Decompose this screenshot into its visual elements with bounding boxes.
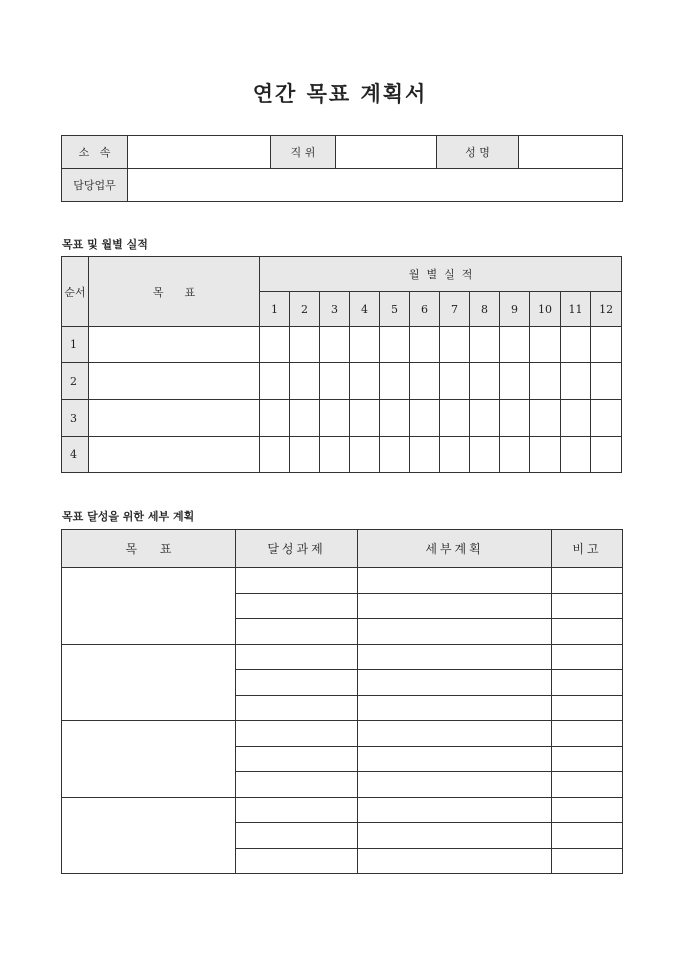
month-cell[interactable] <box>500 400 530 437</box>
month-cell[interactable] <box>410 437 440 473</box>
note-cell[interactable] <box>552 695 623 721</box>
plan-cell[interactable] <box>358 772 552 798</box>
goal-cell[interactable] <box>89 327 260 363</box>
task-cell[interactable] <box>236 823 358 849</box>
note-cell[interactable] <box>552 797 623 823</box>
position-label: 직 위 <box>271 136 336 169</box>
month-cell[interactable] <box>320 363 350 400</box>
month-header: 6 <box>410 292 440 327</box>
plan-cell[interactable] <box>358 848 552 874</box>
month-cell[interactable] <box>260 363 290 400</box>
affiliation-label: 소 속 <box>62 136 128 169</box>
row-number: 3 <box>62 400 89 437</box>
table-row <box>62 644 623 670</box>
goal-cell[interactable] <box>89 363 260 400</box>
plan-cell[interactable] <box>358 619 552 645</box>
month-cell[interactable] <box>290 400 320 437</box>
month-cell[interactable] <box>350 400 380 437</box>
note-cell[interactable] <box>552 772 623 798</box>
month-cell[interactable] <box>561 400 591 437</box>
plan-cell[interactable] <box>358 797 552 823</box>
section2-heading: 목표 달성을 위한 세부 계획 <box>62 510 195 523</box>
month-cell[interactable] <box>591 400 622 437</box>
month-header: 8 <box>470 292 500 327</box>
month-cell[interactable] <box>260 437 290 473</box>
note-cell[interactable] <box>552 721 623 747</box>
task-cell[interactable] <box>236 593 358 619</box>
task-header: 달성과제 <box>236 530 358 568</box>
plan-cell[interactable] <box>358 670 552 696</box>
month-cell[interactable] <box>470 400 500 437</box>
month-cell[interactable] <box>440 363 470 400</box>
month-cell[interactable] <box>410 327 440 363</box>
month-cell[interactable] <box>290 363 320 400</box>
note-cell[interactable] <box>552 619 623 645</box>
month-cell[interactable] <box>561 437 591 473</box>
table-row <box>62 568 623 594</box>
month-header: 1 <box>260 292 290 327</box>
row-number: 2 <box>62 363 89 400</box>
month-cell[interactable] <box>470 437 500 473</box>
plan-cell[interactable] <box>358 746 552 772</box>
month-cell[interactable] <box>350 327 380 363</box>
note-cell[interactable] <box>552 568 623 594</box>
month-cell[interactable] <box>260 400 290 437</box>
plan-cell[interactable] <box>358 568 552 594</box>
name-field[interactable] <box>519 136 623 169</box>
goal-cell[interactable] <box>89 400 260 437</box>
note-header: 비고 <box>552 530 623 568</box>
month-cell[interactable] <box>380 437 410 473</box>
row-number: 4 <box>62 437 89 473</box>
monthly-header: 월 별 실 적 <box>260 257 622 292</box>
section1-heading: 목표 및 월별 실적 <box>62 238 148 251</box>
plan-header: 세부계획 <box>358 530 552 568</box>
month-cell[interactable] <box>320 400 350 437</box>
note-cell[interactable] <box>552 746 623 772</box>
plan-cell[interactable] <box>358 695 552 721</box>
position-field[interactable] <box>336 136 437 169</box>
month-cell[interactable] <box>470 327 500 363</box>
month-header: 2 <box>290 292 320 327</box>
table-row <box>62 437 622 473</box>
table-row <box>62 400 622 437</box>
month-cell[interactable] <box>500 363 530 400</box>
task-cell[interactable] <box>236 772 358 798</box>
month-cell[interactable] <box>320 327 350 363</box>
month-header: 10 <box>530 292 561 327</box>
table-row <box>62 363 622 400</box>
month-header: 3 <box>320 292 350 327</box>
task-cell[interactable] <box>236 721 358 747</box>
table-row <box>62 721 623 747</box>
month-cell[interactable] <box>440 437 470 473</box>
month-cell[interactable] <box>290 327 320 363</box>
affiliation-field[interactable] <box>128 136 271 169</box>
month-cell[interactable] <box>380 327 410 363</box>
plan-cell[interactable] <box>358 823 552 849</box>
month-cell[interactable] <box>591 437 622 473</box>
month-header: 12 <box>591 292 622 327</box>
monthly-results-table <box>61 256 622 473</box>
goal-cell[interactable] <box>89 437 260 473</box>
duty-field[interactable] <box>128 169 623 202</box>
month-header: 11 <box>561 292 591 327</box>
note-cell[interactable] <box>552 670 623 696</box>
month-cell[interactable] <box>530 327 561 363</box>
note-cell[interactable] <box>552 593 623 619</box>
task-cell[interactable] <box>236 670 358 696</box>
table-row <box>62 327 622 363</box>
month-cell[interactable] <box>591 327 622 363</box>
month-cell[interactable] <box>530 400 561 437</box>
month-header: 9 <box>500 292 530 327</box>
month-cell[interactable] <box>260 327 290 363</box>
month-cell[interactable] <box>350 363 380 400</box>
note-cell[interactable] <box>552 848 623 874</box>
task-cell[interactable] <box>236 644 358 670</box>
row-number: 1 <box>62 327 89 363</box>
goal-header: 목 표 <box>62 530 236 568</box>
plan-cell[interactable] <box>358 593 552 619</box>
info-table <box>61 135 623 202</box>
month-cell[interactable] <box>380 363 410 400</box>
goal-cell[interactable] <box>62 568 236 645</box>
month-cell[interactable] <box>591 363 622 400</box>
task-cell[interactable] <box>236 848 358 874</box>
month-cell[interactable] <box>380 400 410 437</box>
month-cell[interactable] <box>350 437 380 473</box>
task-cell[interactable] <box>236 695 358 721</box>
month-header: 4 <box>350 292 380 327</box>
task-cell[interactable] <box>236 746 358 772</box>
month-cell[interactable] <box>440 400 470 437</box>
month-cell[interactable] <box>320 437 350 473</box>
month-cell[interactable] <box>561 327 591 363</box>
goal-header: 목 표 <box>89 257 260 327</box>
task-cell[interactable] <box>236 619 358 645</box>
goal-cell[interactable] <box>62 644 236 721</box>
order-header: 순서 <box>62 257 89 327</box>
month-cell[interactable] <box>500 437 530 473</box>
month-cell[interactable] <box>530 437 561 473</box>
month-cell[interactable] <box>530 363 561 400</box>
note-cell[interactable] <box>552 644 623 670</box>
month-cell[interactable] <box>440 327 470 363</box>
duty-label: 담당업무 <box>62 169 128 202</box>
month-cell[interactable] <box>410 363 440 400</box>
month-cell[interactable] <box>410 400 440 437</box>
month-header: 7 <box>440 292 470 327</box>
month-cell[interactable] <box>290 437 320 473</box>
month-cell[interactable] <box>470 363 500 400</box>
page-title: 연간 목표 계획서 <box>252 81 428 106</box>
month-header: 5 <box>380 292 410 327</box>
month-cell[interactable] <box>561 363 591 400</box>
note-cell[interactable] <box>552 823 623 849</box>
goal-cell[interactable] <box>62 797 236 874</box>
task-cell[interactable] <box>236 797 358 823</box>
detail-plan-table <box>61 529 623 874</box>
month-cell[interactable] <box>500 327 530 363</box>
name-label: 성 명 <box>437 136 519 169</box>
plan-cell[interactable] <box>358 644 552 670</box>
plan-cell[interactable] <box>358 721 552 747</box>
goal-cell[interactable] <box>62 721 236 798</box>
task-cell[interactable] <box>236 568 358 594</box>
table-row <box>62 797 623 823</box>
